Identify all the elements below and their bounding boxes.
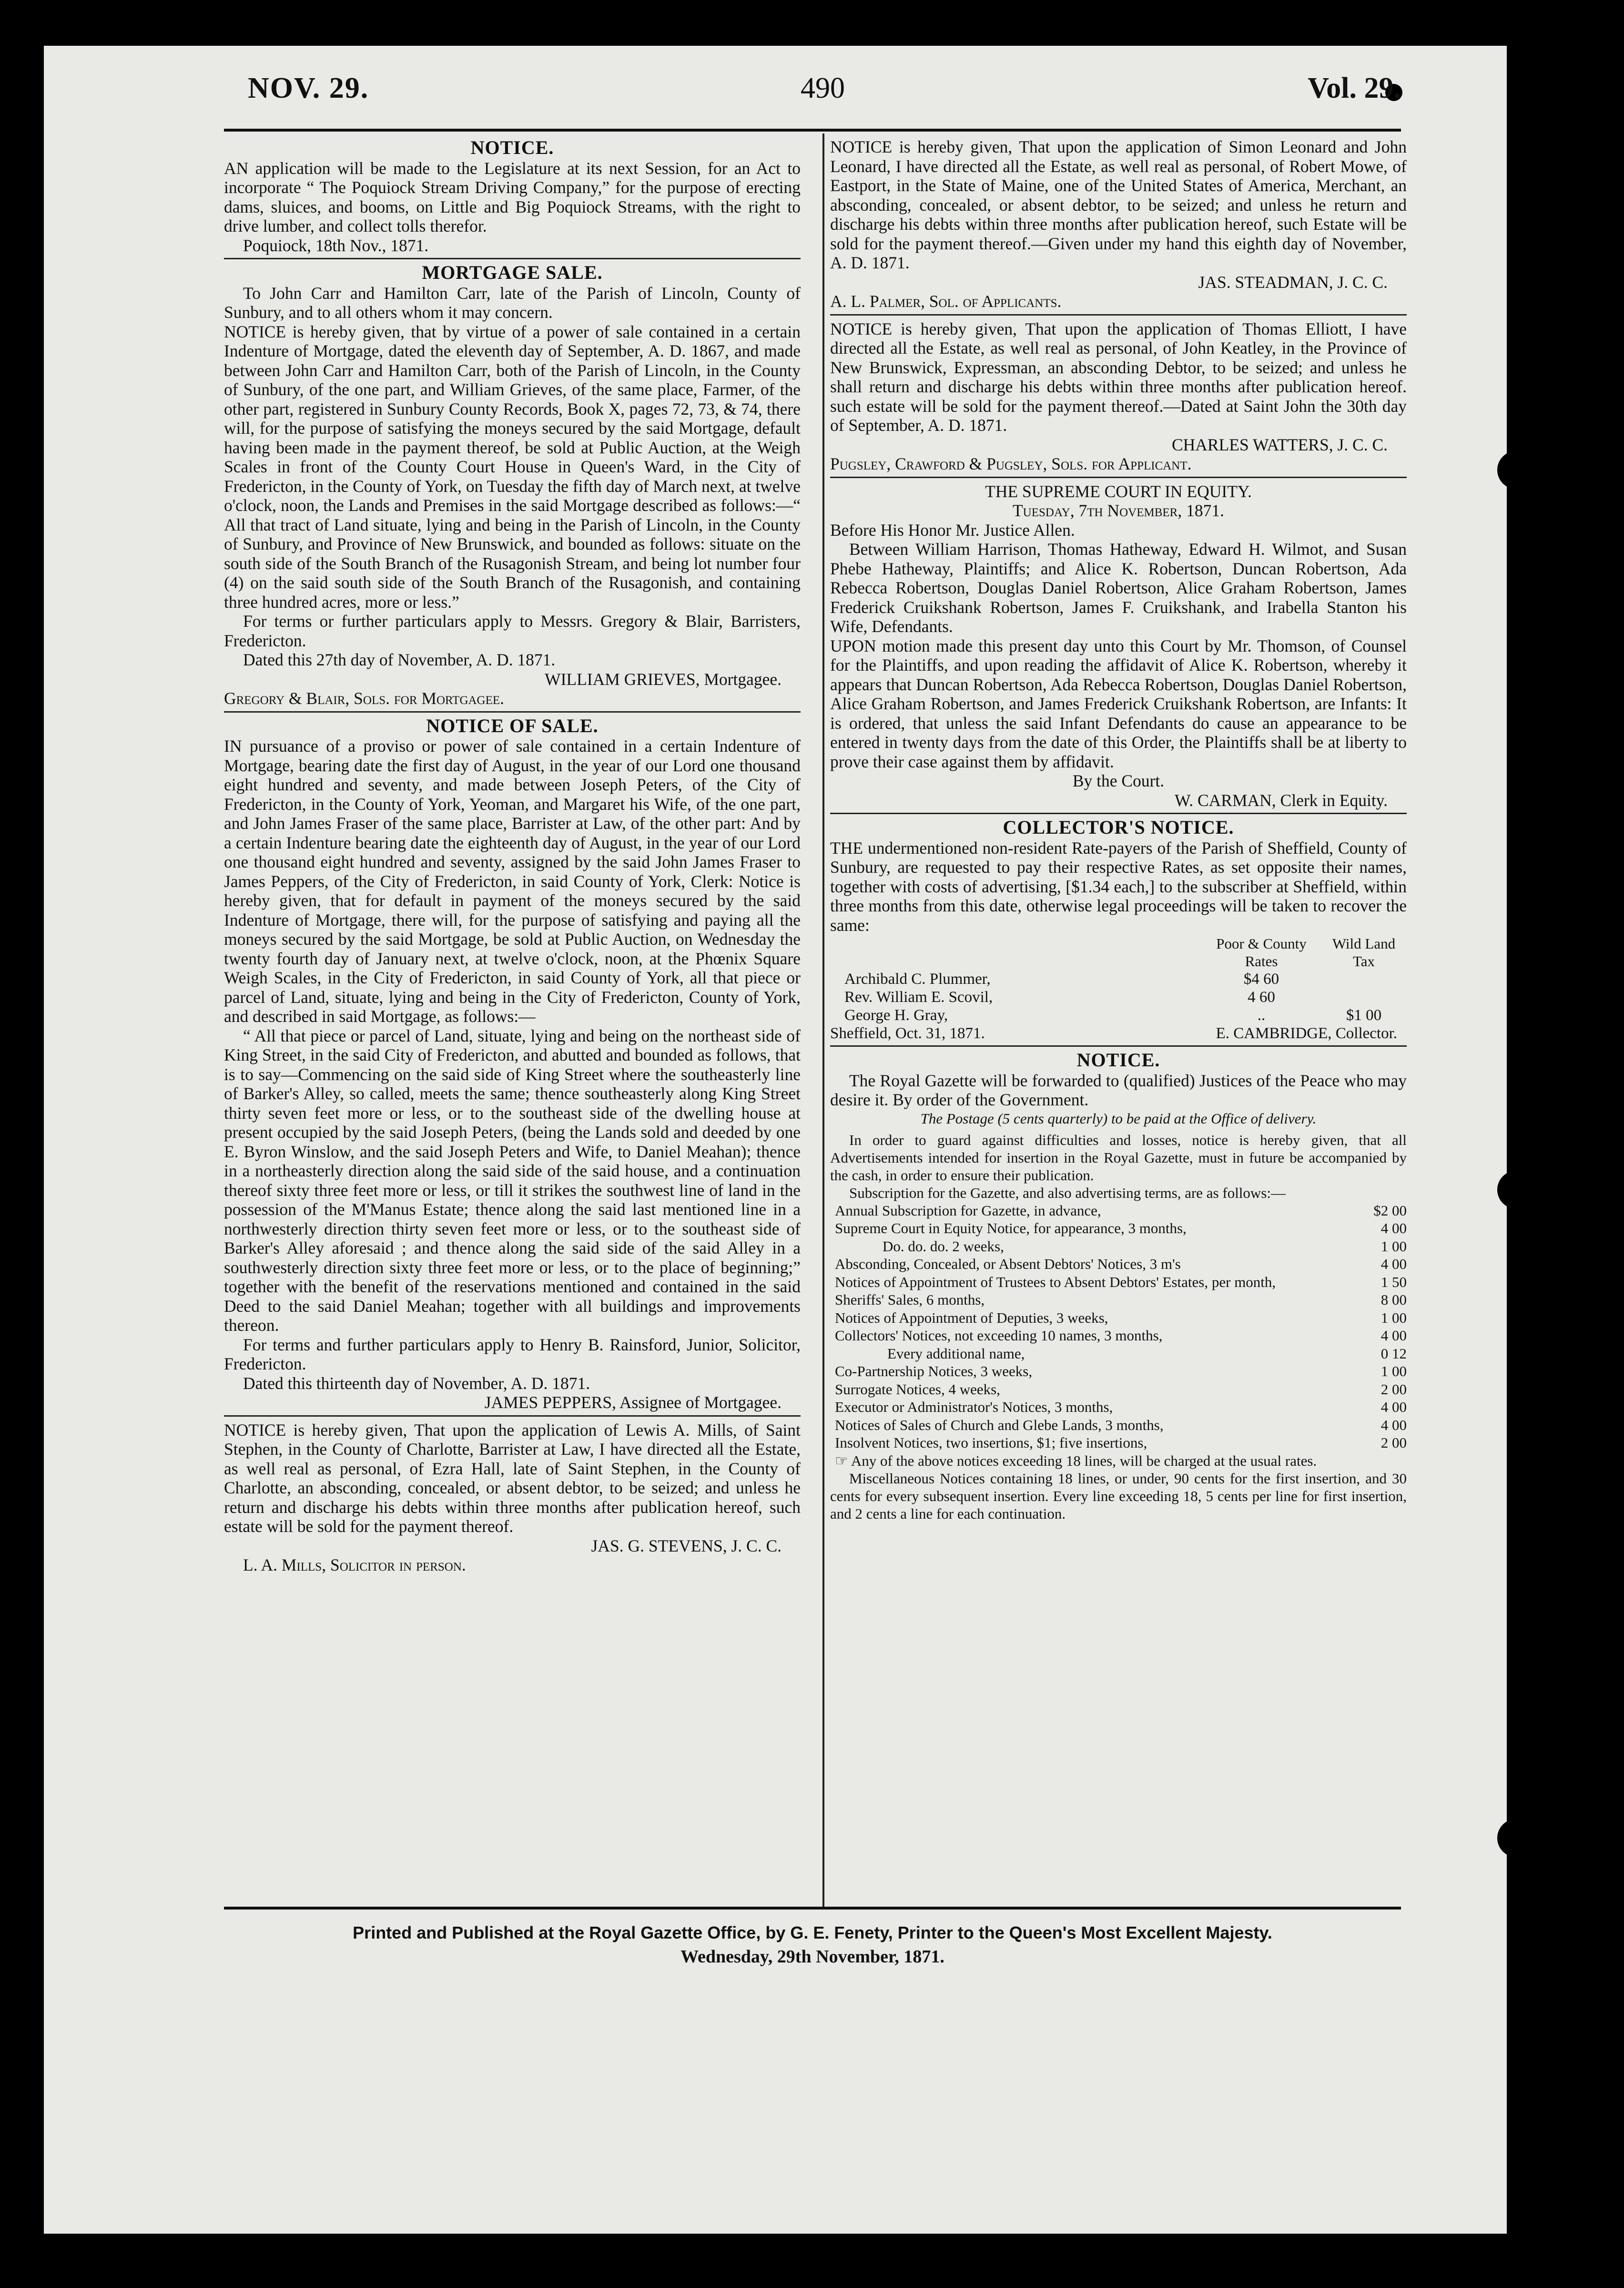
notice-of-sale-terms: For terms and further particulars apply to Henry B. Rainsford, Junior, Solicitor, Fredericton.: [224, 1335, 801, 1373]
ratepayer-name: George H. Gray,: [844, 1007, 948, 1024]
poor-county-rate: ..: [1257, 1007, 1266, 1024]
absconding-debtor-signature: JAS. G. STEVENS, J. C. C.: [591, 1536, 782, 1555]
divider: [830, 1045, 1407, 1047]
wild-land-tax: [1321, 970, 1407, 988]
mortgage-sale-body: NOTICE is hereby given, that by virtue of a power of sale contained in a certain Indenture of Mortgage, dated the eleventh day of September, A. D. 1867, and made between John Carr and Hamilton Carr, both of the Parish of Lincoln, in the County of Sunbury, of the one part, and William Grieves, of the same place, Farmer, of the other part, registered in Sunbury County Records, Book X, pages 72, 73, & 74, there will, for the purpose of satisfying the moneys secured by the said Mortgage, default having been made in the payment thereof, be sold at Public Auction, at the Weigh Scales in front of the County Court House in Queen's Ward, in the City of Fredericton, in the County of York, on Tuesday the fifth day of March next, at twelve o'clock, noon, the Lands and Premises in the said Mortgage described as follows:—“ All that tract of Land situate, lying and being in the Parish of Lincoln, in the County of Sunbury, and Province of New Brunswick, and bounded as follows: situate on the south side of the South Branch of the Rusagonish Stream, and being lot number four (4) on the said south side of the South Branch of the Rusagonish, and containing three hundred acres, more or less.”: [224, 322, 801, 612]
header-rule: [224, 129, 1401, 132]
equity-court-order: UPON motion made this present day unto this Court by Mr. Thomson, of Counsel for the Plaintiffs, and upon reading the affidavit of Alice K. Robertson, whereby it appears that Duncan Robertson, Ada Rebecca Robertson, Douglas Daniel Robertson, Alice Graham Robertson, and James Frederick Cruikshank Robertson, are Infants: It is ordered, that unless the said Infant Defendants do cause an appearance to be entered in twenty days from the date of this Order, the Plaintiffs shall be at liberty to prove their case against them by affidavit.: [830, 636, 1407, 771]
table-row: [830, 1024, 1407, 1042]
rate-price: 4 00: [1380, 1327, 1407, 1344]
rate-price: 4 00: [1380, 1399, 1407, 1415]
table-row: [830, 1202, 1407, 1220]
divider: [830, 314, 1407, 316]
rate-item: Notices of Appointment of Deputies, 3 weeks,: [835, 1309, 1108, 1326]
left-column: [224, 137, 801, 1575]
rate-price: 2 00: [1380, 1380, 1407, 1398]
publication-date: Wednesday, 29th November, 1871.: [680, 1947, 944, 1967]
gazette-advertising-notice: In order to guard against difficulties and losses, notice is hereby given, that all Advertisements intended for insertion in the Royal Gazette, must in future be accompanied by the cash, in order to ensure their publication.: [830, 1131, 1407, 1184]
rate-price: 2 00: [1380, 1434, 1407, 1451]
page-header: [248, 72, 1401, 110]
column-divider: [822, 133, 824, 1907]
divider: [830, 813, 1407, 814]
printer-imprint: Printed and Published at the Royal Gazette Office, by G. E. Fenety, Printer to the Queen's Most Excellent Majesty.: [353, 1923, 1272, 1942]
table-row: [830, 1273, 1407, 1291]
rate-item: Collectors' Notices, not exceeding 10 names, 3 months,: [835, 1327, 1163, 1344]
table-row: [830, 1237, 1407, 1256]
notice-body: AN application will be made to the Legislature at its next Session, for an Act to incorporate “ The Poquiock Stream Driving Company,” for the purpose of erecting dams, sluices, and booms, on Little and Big Poquiock Streams, with the right to drive lumber, and collect tolls therefor.: [224, 158, 801, 235]
issue-date: NOV. 29.: [248, 72, 369, 104]
rate-price: $2 00: [1373, 1202, 1407, 1219]
advertising-rates-table: [830, 1202, 1407, 1452]
gazette-postage: The Postage (5 cents quarterly) to be paid at the Office of delivery.: [920, 1110, 1317, 1127]
rate-price: 1 00: [1380, 1309, 1407, 1326]
page-number: 490: [801, 72, 845, 104]
rate-price: 4 00: [1380, 1416, 1407, 1433]
rate-price: 0 12: [1380, 1345, 1407, 1362]
debtor-notice-body: NOTICE is hereby given, That upon the application of Simon Leonard and John Leonard, I have directed all the Estate, as well real as personal, of Robert Mowe, of Eastport, in the State of Maine, one of the United States of America, Merchant, an absconding, concealed, or absent debtor, to be seized; and unless he return and discharge his debts within three months after publication hereof, such Estate will be sold for the payment thereof.—Given under my hand this eighth day of November, A. D. 1871.: [830, 137, 1407, 272]
collector-place-date: Sheffield, Oct. 31, 1871.: [830, 1025, 985, 1042]
table-row: [830, 1398, 1407, 1416]
mortgage-sale-solicitors: Gregory & Blair, Sols. for Mortgagee.: [224, 689, 505, 708]
rate-item: Annual Subscription for Gazette, in advance,: [835, 1202, 1101, 1219]
rate-item: Executor or Administrator's Notices, 3 months,: [835, 1399, 1113, 1415]
poor-county-rate: 4 60: [1248, 989, 1275, 1006]
ratepayer-name: Archibald C. Plummer,: [844, 970, 991, 988]
gazette-subscription-intro: Subscription for the Gazette, and also advertising terms, are as follows:—: [849, 1184, 1286, 1201]
table-row: [830, 1380, 1407, 1399]
notice-of-sale-signature: JAMES PEPPERS, Assignee of Mortgagee.: [484, 1393, 782, 1412]
rate-item: Supreme Court in Equity Notice, for appearance, 3 months,: [835, 1220, 1187, 1236]
rates-table-header: [830, 935, 1407, 970]
rate-price: 1 00: [1380, 1237, 1407, 1255]
equity-court-before: Before His Honor Mr. Justice Allen.: [830, 520, 1075, 540]
table-row: [830, 1219, 1407, 1237]
notice-of-sale-dated: Dated this thirteenth day of November, A. D. 1871.: [243, 1373, 590, 1393]
debtor-notice-signature: JAS. STEADMAN, J. C. C.: [1198, 272, 1388, 292]
divider: [224, 1415, 801, 1417]
bottom-rule: [224, 1907, 1401, 1910]
rate-item: Absconding, Concealed, or Absent Debtors' Notices, 3 m's: [835, 1256, 1181, 1272]
rate-price: 1 00: [1380, 1363, 1407, 1379]
notice-of-sale-description: “ All that piece or parcel of Land, situate, lying and being on the northeast side of King Street, in the said City of Fredericton, and abutted and bounded as follows, that is to say—Commencing on the said side of King Street where the southeasterly line of Barker's Alley, so called, meets the same; thence southeasterly along King Street thirty seven feet more or less, or to the southeast side of the dwelling house at present occupied by the said Joseph Peters, (being the Lands sold and deeded by one E. Byron Winslow, and the said Joseph Peters and Wife, to Daniel Meahan); thence in a northeasterly direction along the said side of the said house, and a continuation thereof sixty three feet more or less, or till it strikes the southwest line of land in the possession of the M'Manus Estate; thence along the said last mentioned line in a northwesterly direction thirty seven feet more or less, or to the southeast side of Barker's Alley aforesaid ; and thence along the said side of the said Alley in a southwesterly direction sixty three feet more or less, or to the place of beginning;” together with the benefit of the reservations mentioned and contained in the said Deed to the said Daniel Meahan; together with all buildings and improvements thereon.: [224, 1026, 801, 1335]
mortgage-sale-terms: For terms or further particulars apply to Messrs. Gregory & Blair, Barristers, Fredericton.: [224, 612, 801, 650]
rate-item: Surrogate Notices, 4 weeks,: [835, 1380, 1000, 1398]
divider: [224, 711, 801, 713]
gazette-notice-body: The Royal Gazette will be forwarded to (qualified) Justices of the Peace who may desire it. By order of the Government.: [830, 1071, 1407, 1109]
page-footer: [224, 1921, 1401, 1969]
table-row: [830, 1345, 1407, 1363]
collectors-notice-title: COLLECTOR'S NOTICE.: [1003, 817, 1234, 838]
notice-of-sale-body: IN pursuance of a proviso or power of sale contained in a certain Indenture of Mortgage, bearing date the first day of August, in the year of our Lord one thousand eight hundred and seventy, and made between Joseph Peters, of the City of Fredericton, in the County of York, Yeoman, and Margaret his Wife, of the one part, and John James Fraser of the same place, Barrister at Law, of the other part: And by a certain Indenture bearing date the eighteenth day of August, in the year of our Lord one thousand eight hundred and seventy, assigned by the said John James Fraser to James Peppers, of the City of Fredericton, in said County of York, Clerk: Notice is hereby given, that for default in payment of the moneys secured by the said Indenture of Mortgage, there will, for the purpose of satisfying and paying all the moneys secured by the said Mortgage, be sold at Public Auction, on Wednesday the twenty fourth day of January next, at twelve o'clock, noon, at the Phœnix Square Weigh Scales, in the City of Fredericton, in said County of York, all that piece or parcel of Land, situate, lying and being in the City of Fredericton, County of York, and described in said Mortgage, as follows:—: [224, 736, 801, 1026]
table-row: [830, 1291, 1407, 1309]
rate-item: Co-Partnership Notices, 3 weeks,: [835, 1363, 1033, 1379]
punch-hole: [1497, 1819, 1507, 1857]
rate-item: Every additional name,: [887, 1345, 1025, 1362]
mortgage-sale-to: To John Carr and Hamilton Carr, late of the Parish of Lincoln, County of Sunbury, and to all others whom it may concern.: [224, 283, 801, 322]
divider: [830, 477, 1407, 478]
rate-price: 1 50: [1380, 1273, 1407, 1290]
poor-county-header: Poor & County Rates: [1216, 935, 1307, 970]
rate-item: Do. do. do. 2 weeks,: [883, 1237, 1004, 1255]
equity-court-signature: W. CARMAN, Clerk in Equity.: [1174, 790, 1388, 810]
mortgage-sale-signature: WILLIAM GRIEVES, Mortgagee.: [545, 669, 782, 689]
wild-land-tax: $1 00: [1346, 1007, 1382, 1024]
table-row: [830, 1362, 1407, 1380]
keatley-notice-solicitors: Pugsley, Crawford & Pugsley, Sols. for Applicant.: [830, 454, 1192, 473]
divider: [224, 258, 801, 259]
equity-court-parties: Between William Harrison, Thomas Hatheway, Edward H. Wilmot, and Susan Phebe Hatheway, Plaintiffs; and Alice K. Robertson, Duncan Robertson, Ada Rebecca Robertson, Douglas Daniel Robertson, Alice Graham Robertson, James Frederick Cruikshank Robertson, James F. Cruikshank, and Irabella Stanton his Wife, Defendants.: [830, 540, 1407, 636]
equity-court-date: Tuesday, 7th November, 1871.: [1013, 501, 1224, 520]
mortgage-sale-title: MORTGAGE SALE.: [422, 262, 603, 283]
table-row: [830, 1006, 1407, 1024]
notice-date: Poquiock, 18th Nov., 1871.: [243, 235, 429, 255]
table-row: [830, 1327, 1407, 1345]
ratepayer-name: Rev. William E. Scovil,: [844, 989, 993, 1006]
collectors-notice-body: THE undermentioned non-resident Rate-payers of the Parish of Sheffield, County of Sunbury, are requested to pay their respective Rates, as set opposite their names, together with costs of advertising, [$1.34 each,] to the subscriber at Sheffield, within three months from this date, otherwise legal proceedings will be taken to recover the same:: [830, 838, 1407, 935]
table-row: [830, 970, 1407, 988]
rates-table: [830, 935, 1407, 1042]
notice-of-sale-title: NOTICE OF SALE.: [426, 715, 599, 736]
rate-price: 4 00: [1380, 1256, 1407, 1272]
wild-land-tax: [1321, 988, 1407, 1006]
notice-title: NOTICE.: [470, 137, 554, 158]
rate-price: 8 00: [1380, 1291, 1407, 1308]
punch-hole: [1497, 1171, 1507, 1209]
absconding-debtor-notice: NOTICE is hereby given, That upon the application of Lewis A. Mills, of Saint Stephen, in the County of Charlotte, Barrister at Law, I have directed all the Estate, as well real as personal, of Ezra Hall, late of Saint Stephen, in the County of Charlotte, an absconding, concealed, or absent debtor, to be seized; and unless he return and discharge his debts within three months after publication hereof, such estate will be sold for the payment thereof.: [224, 1420, 801, 1536]
wild-land-header: Wild Land Tax: [1332, 935, 1396, 970]
gazette-notice-title: NOTICE.: [1076, 1049, 1160, 1071]
equity-court-by-court: By the Court.: [1072, 771, 1165, 790]
right-column: [830, 137, 1407, 1522]
collector-signature: E. CAMBRIDGE, Collector.: [1216, 1025, 1397, 1042]
rate-price: 4 00: [1380, 1220, 1407, 1236]
poor-county-rate: $4 60: [1243, 970, 1279, 988]
table-row: [830, 988, 1407, 1006]
table-row: [830, 1434, 1407, 1452]
gazette-over-length-note: ☞ Any of the above notices exceeding 18 lines, will be charged at the usual rates.: [835, 1452, 1317, 1469]
table-row: [830, 1255, 1407, 1273]
rate-item: Notices of Appointment of Trustees to Absent Debtors' Estates, per month,: [835, 1273, 1276, 1290]
absconding-debtor-solicitor: L. A. Mills, Solicitor in person.: [243, 1555, 466, 1574]
rate-item: Insolvent Notices, two insertions, $1; five insertions,: [835, 1434, 1147, 1451]
rate-item: Sheriffs' Sales, 6 months,: [835, 1291, 985, 1308]
rate-item: Notices of Sales of Church and Glebe Lands, 3 months,: [835, 1416, 1164, 1433]
keatley-notice-signature: CHARLES WATTERS, J. C. C.: [1171, 435, 1388, 454]
punch-hole: [1497, 451, 1507, 489]
equity-court-title: THE SUPREME COURT IN EQUITY.: [985, 481, 1252, 501]
table-row: [830, 1416, 1407, 1434]
debtor-notice-solicitor: A. L. Palmer, Sol. of Applicants.: [830, 292, 1062, 311]
mortgage-sale-dated: Dated this 27th day of November, A. D. 1871.: [243, 650, 556, 669]
gazette-misc-notices: Miscellaneous Notices containing 18 lines, or under, 90 cents for the first insertion, and 30 cents for every subsequent insertion. Every line exceeding 18, 5 cents per line for first insertion, and 2 cents a line for each continuation.: [830, 1470, 1407, 1522]
keatley-notice-body: NOTICE is hereby given, That upon the application of Thomas Elliott, I have directed all the Estate, as well real as personal, of John Keatley, in the Province of New Brunswick, Expressman, an absconding Debtor, to be seized; and unless he shall return and discharge his debts within three months after publication hereof. such estate will be sold for the payment thereof.—Dated at Saint John the 30th day of September, A. D. 1871.: [830, 319, 1407, 435]
table-row: [830, 1309, 1407, 1327]
volume-number: Vol. 29.: [1308, 72, 1401, 104]
